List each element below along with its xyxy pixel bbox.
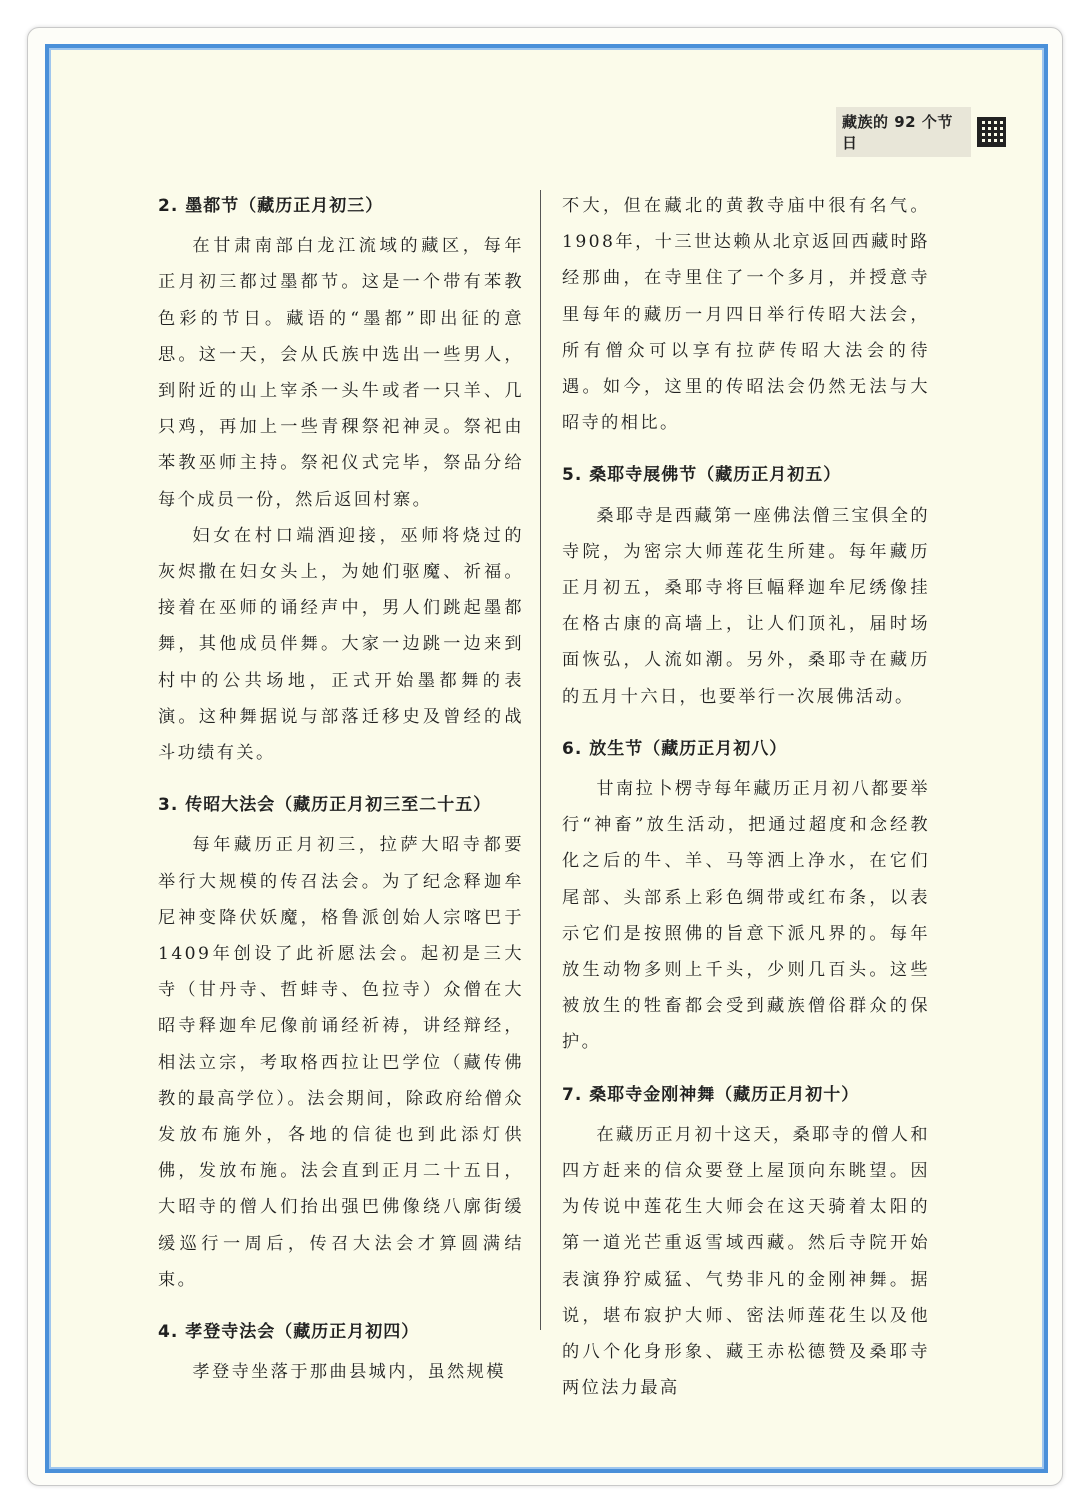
section-title-4: 4. 孝登寺法会（藏历正月初四） (158, 1322, 420, 1343)
running-head-title: 藏族的 92 个节日 (836, 107, 971, 157)
paragraph: 每年藏历正月初三，拉萨大昭寺都要举行大规模的传召法会。为了纪念释迦牟尼神变降伏妖魔，格鲁派创始人宗喀巴于1409年创设了此祈愿法会。起初是三大寺（甘丹寺、哲蚌寺、色拉寺）众僧在大昭寺释迦牟尼像前诵经祈祷，讲经辩经，相法立宗，考取格西拉让巴学位（藏传佛教的最高学位）。法会期间，除政府给僧众发放布施外，各地的信徒也到此添灯供佛，发放布施。法会直到正月二十五日，大昭寺的僧人们抬出强巴佛像绕八廓街缓缓巡行一周后，传召大法会才算圆满结束。 (158, 835, 524, 1290)
running-head (836, 114, 1006, 150)
book-ornament-icon (977, 117, 1006, 147)
section-title-3: 3. 传昭大法会（藏历正月初三至二十五） (158, 795, 492, 816)
paragraph: 在藏历正月初十这天，桑耶寺的僧人和四方赶来的信众要登上屋顶向东眺望。因为传说中莲花生大师会在这天骑着太阳的第一道光芒重返雪域西藏。然后寺院开始表演狰狞威猛、气势非凡的金刚神舞。据说，堪布寂护大师、密法师莲花生以及他的八个化身形象、藏王赤松德赞及桑耶寺两位法力最高 (562, 1124, 930, 1399)
paragraph: 甘南拉卜楞寺每年藏历正月初八都要举行“神畜”放生活动，把通过超度和念经教化之后的牛、羊、马等洒上净水，在它们尾部、头部系上彩色绸带或红布条，以表示它们是按照佛的旨意下派凡界的。每年放生动物多则上千头，少则几百头。这些被放生的牲畜都会受到藏族僧俗群众的保护。 (562, 779, 930, 1053)
paragraph: 妇女在村口端酒迎接，巫师将烧过的灰烬撒在妇女头上，为她们驱魔、祈福。接着在巫师的诵经声中，男人们跳起墨都舞，其他成员伴舞。大家一边跳一边来到村中的公共场地，正式开始墨都舞的表演。这种舞据说与部落迁移史及曾经的战斗功绩有关。 (158, 525, 524, 764)
paragraph: 桑耶寺是西藏第一座佛法僧三宝俱全的寺院，为密宗大师莲花生所建。每年藏历正月初五，桑耶寺将巨幅释迦牟尼绣像挂在格古康的高墙上，让人们顶礼，届时场面恢弘，人流如潮。另外，桑耶寺在藏历的五月十六日，也要举行一次展佛活动。 (562, 505, 930, 707)
paragraph: 孝登寺坐落于那曲县城内，虽然规模 (192, 1362, 506, 1383)
left-column (158, 188, 524, 1391)
paragraph-continued: 不大，但在藏北的黄教寺庙中很有名气。1908年，十三世达赖从北京返回西藏时路经那曲，在寺里住了一个多月，并授意寺里每年的藏历一月四日举行传昭大法会，所有僧众可以享有拉萨传昭大法会的待遇。如今，这里的传昭法会仍然无法与大昭寺的相比。 (562, 196, 930, 434)
paragraph: 在甘肃南部白龙江流域的藏区，每年正月初三都过墨都节。这是一个带有苯教色彩的节日。藏语的“墨都”即出征的意思。这一天，会从氏族中选出一些男人，到附近的山上宰杀一头牛或者一只羊、几只鸡，再加上一些青稞祭祀神灵。祭祀由苯教巫师主持。祭祀仪式完毕，祭品分给每个成员一份，然后返回村寨。 (158, 236, 524, 510)
right-column (562, 188, 930, 1407)
section-title-2: 2. 墨都节（藏历正月初三） (158, 196, 384, 216)
column-divider (540, 190, 541, 1330)
section-title-7: 7. 桑耶寺金刚神舞（藏历正月初十） (562, 1084, 860, 1105)
section-title-5: 5. 桑耶寺展佛节（藏历正月初五） (562, 465, 842, 486)
section-title-6: 6. 放生节（藏历正月初八） (562, 738, 788, 759)
